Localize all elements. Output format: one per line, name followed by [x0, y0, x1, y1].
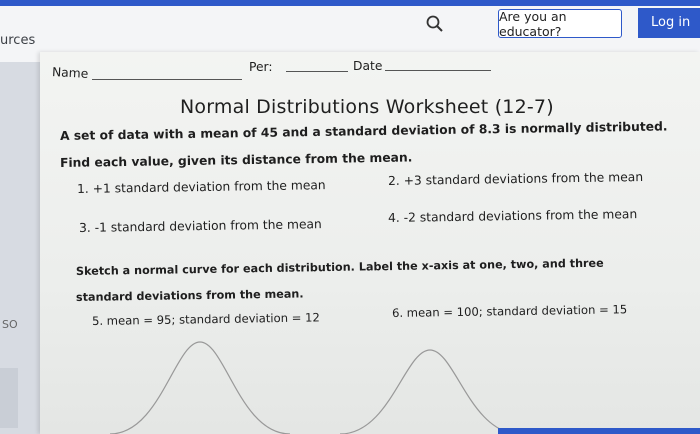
intro-text-line2: Find each value, given its distance from the mean.: [59, 150, 413, 170]
question-2: 2. +3 standard deviations from the mean: [387, 169, 644, 188]
search-icon[interactable]: [425, 14, 445, 34]
sketch-instructions-line2: standard deviations from the mean.: [75, 287, 304, 304]
question-3: 3. -1 standard deviation from the mean: [78, 217, 322, 235]
sidebar-so-label: SO: [2, 318, 18, 331]
date-label: Date: [353, 59, 383, 73]
intro-text-line1: A set of data with a mean of 45 and a standard deviation of 8.3 is normally distributed.: [59, 119, 668, 143]
resources-label[interactable]: urces: [0, 33, 36, 48]
top-accent-line: [0, 0, 700, 6]
sidebar-faded-item: [0, 368, 18, 428]
login-link[interactable]: Log in: [651, 15, 691, 30]
question-4: 4. -2 standard deviations from the mean: [387, 207, 638, 225]
normal-curve-5: [110, 342, 290, 434]
normal-curve-6: [340, 350, 520, 434]
sketch-instructions-line1: Sketch a normal curve for each distribution. Label the x-axis at one, two, and three: [75, 256, 604, 278]
per-line: [286, 71, 348, 72]
question-5: 5. mean = 95; standard deviation = 12: [91, 310, 320, 328]
are-you-educator-button[interactable]: Are you an educator?: [498, 9, 622, 38]
bottom-accent-bar: [498, 428, 700, 434]
name-label: Name: [51, 65, 89, 81]
question-6: 6. mean = 100; standard deviation = 15: [391, 302, 628, 320]
per-label: Per:: [249, 60, 273, 74]
normal-curve-sketches: [90, 330, 610, 434]
worksheet-title: Normal Distributions Worksheet (12-7): [180, 96, 554, 118]
date-line: [385, 70, 491, 71]
question-1: 1. +1 standard deviation from the mean: [76, 178, 326, 196]
name-line: [92, 79, 242, 80]
